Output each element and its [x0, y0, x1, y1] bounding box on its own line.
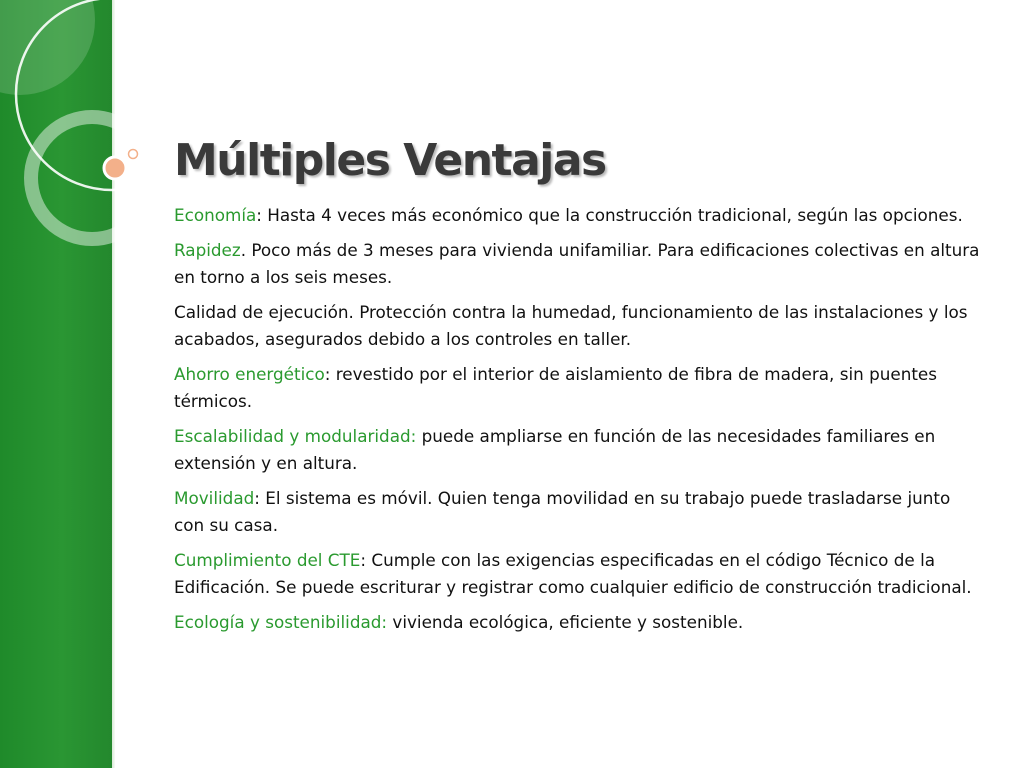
- bullet-text: puede ampliarse en función de las necesidades familiares en extensión y en altura.: [174, 426, 936, 473]
- bullet-cumplimiento: [174, 547, 984, 601]
- advantages-list: [174, 202, 984, 636]
- bullet-ahorro: [174, 361, 984, 415]
- bullet-term: Cumplimiento del CTE: [174, 550, 361, 570]
- bullet-economia: [174, 202, 984, 229]
- bullet-term: Rapidez: [174, 240, 241, 260]
- bullet-text: : El sistema es móvil. Quien tenga movilidad en su trabajo puede trasladarse junto con su casa.: [174, 488, 951, 535]
- bullet-term: Ecología y sostenibilidad:: [174, 612, 388, 632]
- decor-small-ring: [129, 150, 138, 159]
- bullet-text: . Poco más de 3 meses para vivienda unifamiliar. Para edificaciones colectivas en altura en torno a los seis meses.: [174, 240, 980, 287]
- decorative-circles: [0, 0, 200, 300]
- bullet-term: Economía: [174, 205, 257, 225]
- bullet-movilidad: [174, 485, 984, 539]
- bullet-term: Escalabilidad y modularidad:: [174, 426, 417, 446]
- bullet-text: : Hasta 4 veces más económico que la construcción tradicional, según las opciones.: [256, 205, 963, 225]
- content-area: [174, 132, 984, 644]
- bullet-rapidez: [174, 237, 984, 291]
- bullet-calidad: [174, 299, 984, 353]
- decor-thick-ring: [31, 117, 153, 239]
- decor-large-light-circle: [0, 0, 95, 95]
- bullet-text: vivienda ecológica, eficiente y sostenible.: [387, 612, 744, 632]
- bullet-term: Ahorro energético: [174, 364, 325, 384]
- bullet-text: : Cumple con las exigencias especificadas en el código Técnico de la Edificación. Se puede escriturar y registrar como cualquier edificio de construcción tradicional.: [174, 550, 972, 597]
- slide-title: Múltiples Ventajas: [174, 135, 606, 186]
- decor-orange-dot: [104, 157, 126, 179]
- bullet-term: Movilidad: [174, 488, 255, 508]
- bullet-ecologia: [174, 609, 984, 636]
- bullet-text: Calidad de ejecución. Protección contra la humedad, funcionamiento de las instalaciones y los acabados, asegurados debido a los controles en taller.: [174, 302, 968, 349]
- bullet-escalabilidad: [174, 423, 984, 477]
- bullet-text: : revestido por el interior de aislamiento de fibra de madera, sin puentes térmicos.: [174, 364, 937, 411]
